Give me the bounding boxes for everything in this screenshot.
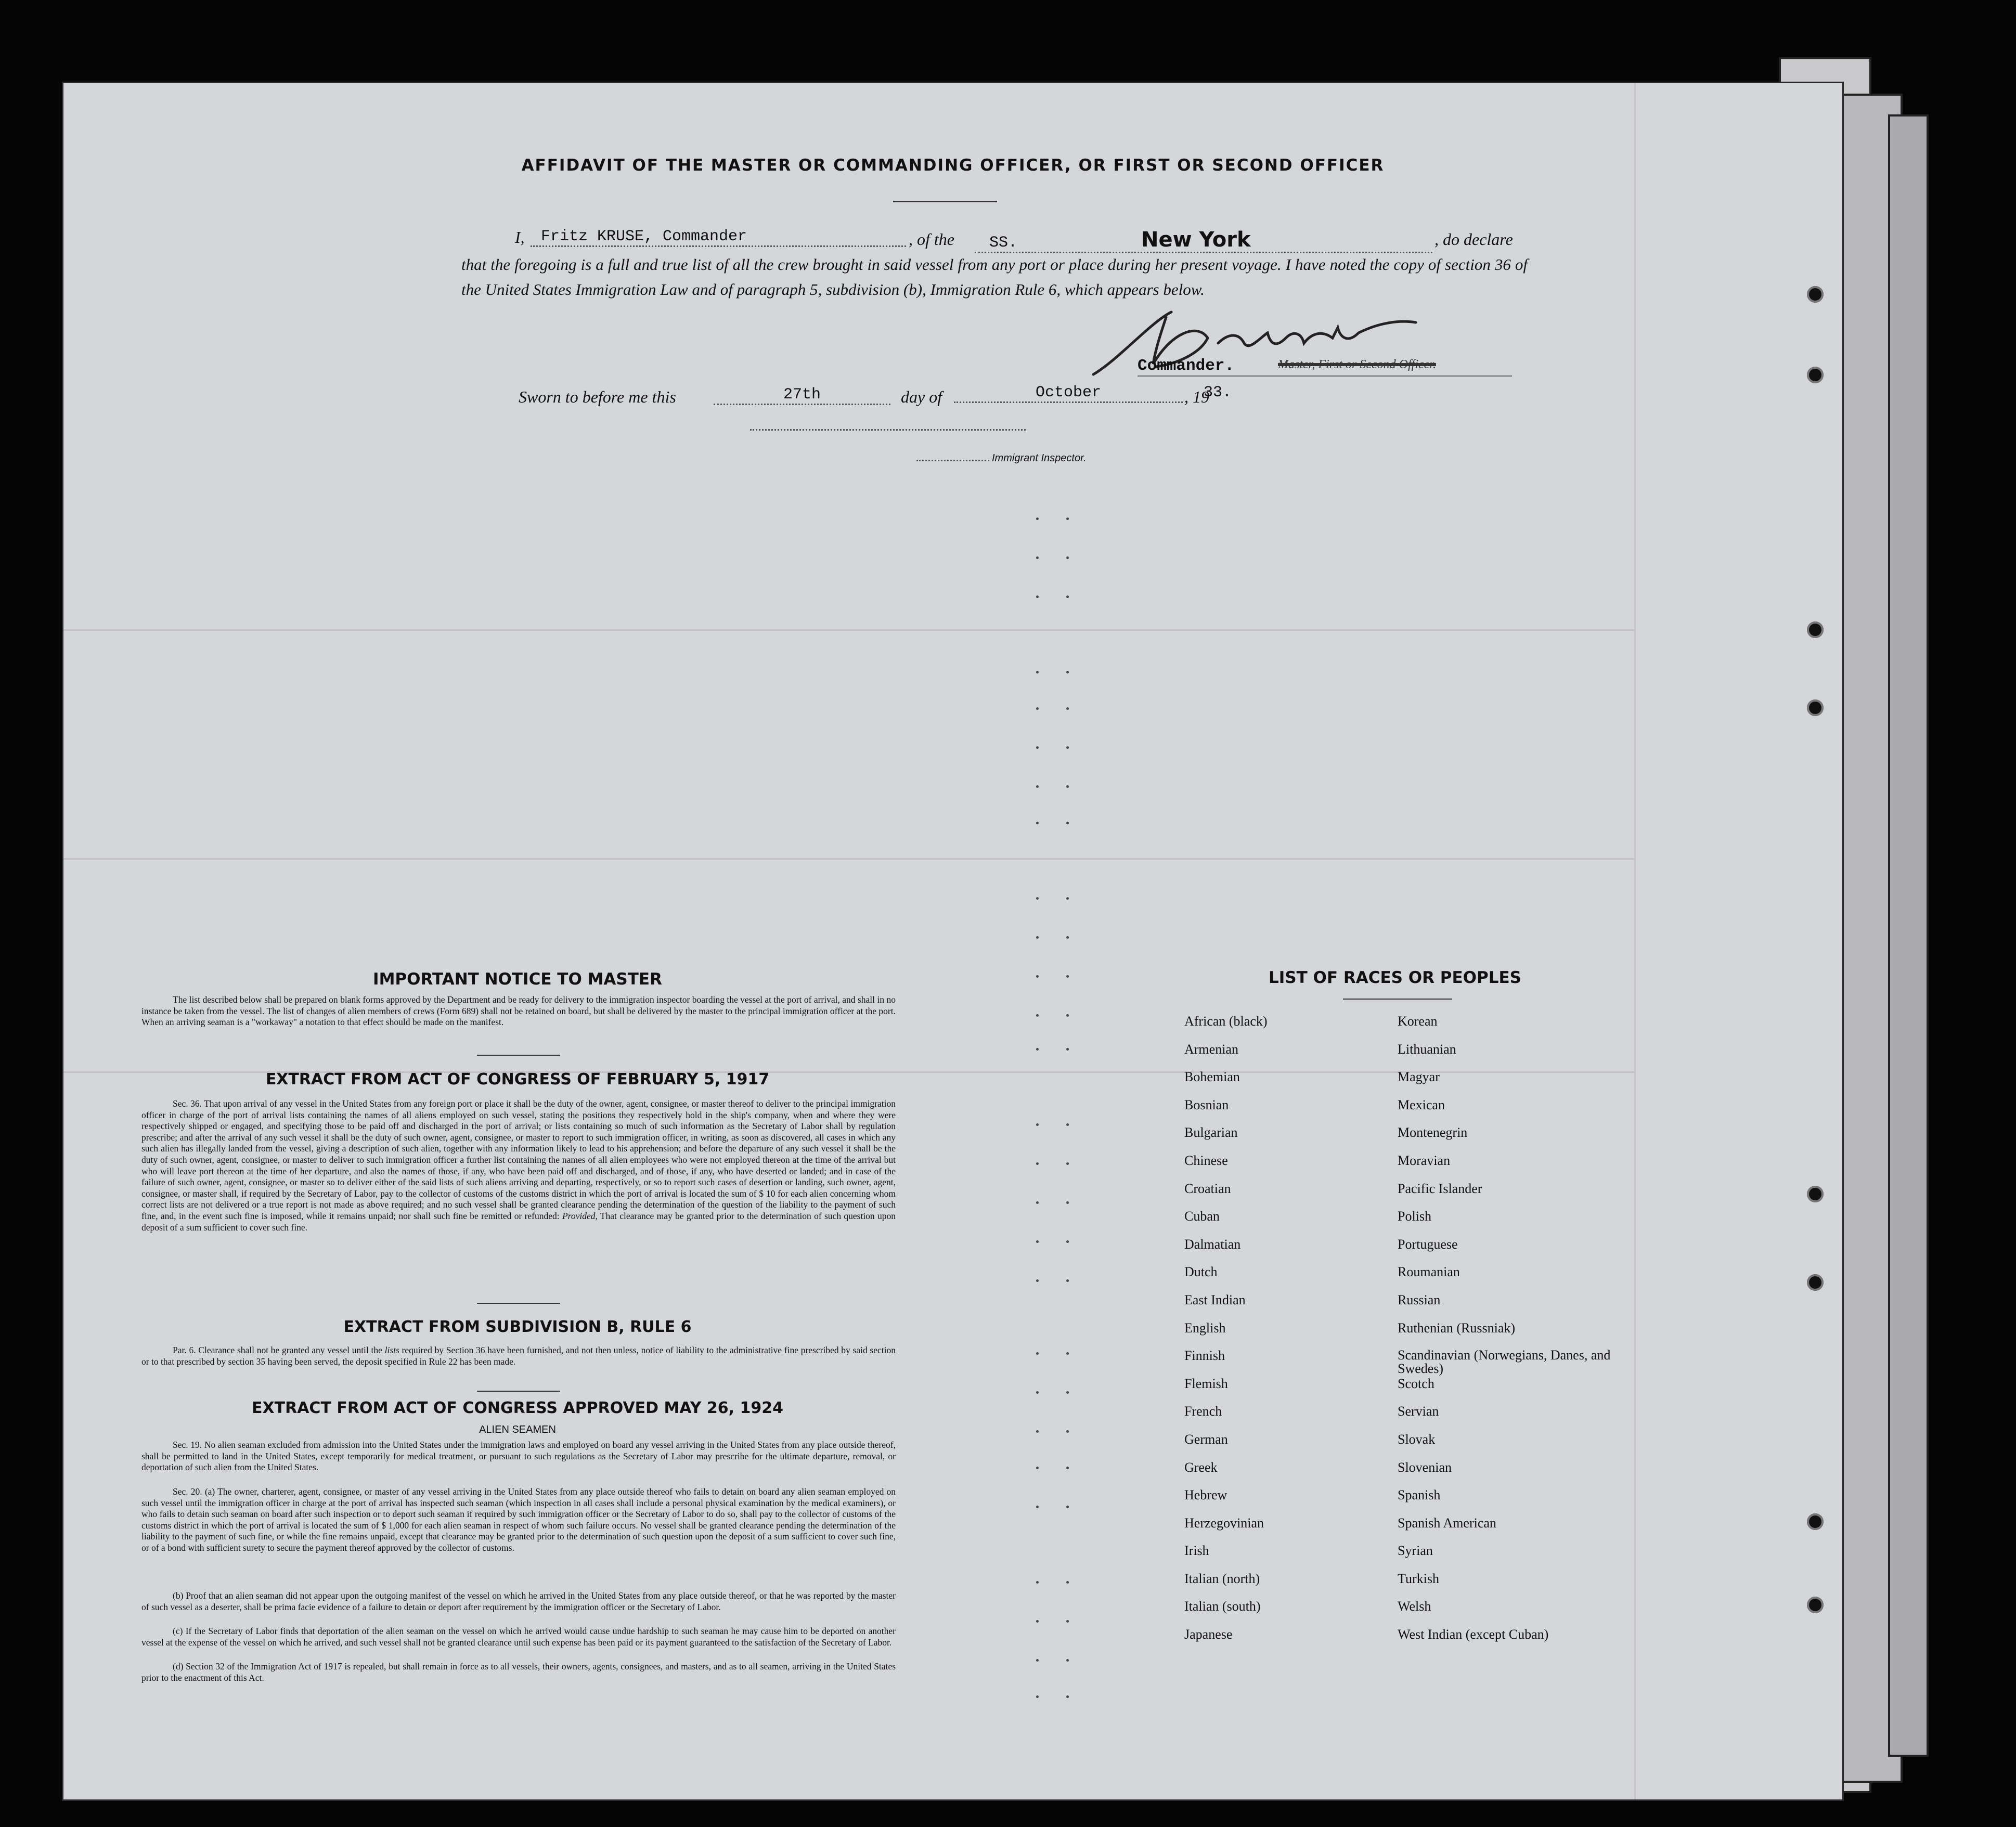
races-left-column bbox=[1184, 1014, 1382, 1655]
extract-1924-sec20b: (b) Proof that an alien seaman did not appear upon the outgoing manifest of the vessel on which he arrived in the United States from any place outside thereof, or that he was reported by the master of such vessel as a deserter, shall be prima facie evidence of a failure to detain or deport after requirement by the immigration officer or the Secretary of Labor. bbox=[141, 1590, 896, 1612]
race-item: German bbox=[1184, 1431, 1228, 1447]
ship-name: New York bbox=[1141, 228, 1251, 252]
races-title: LIST OF RACES OR PEOPLES bbox=[1268, 968, 1522, 987]
race-item: Dutch bbox=[1184, 1264, 1218, 1280]
race-item: Dalmatian bbox=[1184, 1236, 1241, 1252]
ruled-line bbox=[63, 858, 1634, 860]
race-item: Servian bbox=[1398, 1404, 1439, 1419]
inspector-signature-field bbox=[750, 424, 1026, 431]
race-item: Welsh bbox=[1398, 1599, 1431, 1614]
race-item: Bohemian bbox=[1184, 1069, 1240, 1085]
binder-hole-icon bbox=[1807, 367, 1824, 383]
race-item: Korean bbox=[1398, 1014, 1438, 1029]
race-item: Spanish bbox=[1398, 1487, 1441, 1503]
race-item: Bulgarian bbox=[1184, 1125, 1238, 1141]
race-item: Greek bbox=[1184, 1459, 1218, 1475]
document-page bbox=[63, 83, 1842, 1799]
race-item: Scotch bbox=[1398, 1376, 1435, 1391]
extract-rule6-text bbox=[141, 1345, 896, 1367]
divider bbox=[477, 1303, 560, 1304]
binder-hole-icon bbox=[1807, 1274, 1824, 1291]
race-item: Turkish bbox=[1398, 1571, 1439, 1586]
extract-1917-end: That clearance may be granted prior to the determination of such question upon deposit of a sum sufficient to cover such fine. bbox=[141, 1210, 896, 1233]
race-item: Ruthenian (Russniak) bbox=[1398, 1320, 1516, 1336]
race-item: African (black) bbox=[1184, 1014, 1268, 1029]
year-value: 33. bbox=[1204, 384, 1232, 401]
race-item: Portuguese bbox=[1398, 1236, 1458, 1252]
races-right-column bbox=[1398, 1014, 1626, 1655]
notice-title: IMPORTANT NOTICE TO MASTER bbox=[373, 970, 662, 989]
year-prefix: , 19 bbox=[1184, 387, 1209, 406]
race-item: Syrian bbox=[1398, 1543, 1433, 1559]
race-item: Chinese bbox=[1184, 1152, 1228, 1168]
race-item: Italian (north) bbox=[1184, 1571, 1260, 1586]
races-title-underline bbox=[1343, 999, 1452, 1000]
binder-hole-icon bbox=[1807, 699, 1824, 716]
signature-title: Commander. bbox=[1138, 357, 1235, 375]
extract-1917-title: EXTRACT FROM ACT OF CONGRESS OF FEBRUARY 5, 1917 bbox=[265, 1070, 770, 1089]
race-item: Bosnian bbox=[1184, 1097, 1229, 1112]
binder-hole-icon bbox=[1807, 621, 1824, 638]
race-item: Moravian bbox=[1398, 1152, 1451, 1168]
vessel-type-field bbox=[975, 228, 1432, 253]
race-item: Slovenian bbox=[1398, 1459, 1452, 1475]
race-item: Armenian bbox=[1184, 1041, 1238, 1057]
affidavit-body: that the foregoing is a full and true list of all the crew brought in said vessel from any port or place during her present voyage. I have noted the copy of section 36 of the United States Immigration Law and of paragraph 5, subdivision (b), Immigration Rule 6, which appears below. bbox=[461, 255, 1528, 299]
race-item: Montenegrin bbox=[1398, 1125, 1468, 1141]
sworn-day-field: 27th bbox=[714, 386, 890, 405]
sworn-month-field: October bbox=[954, 384, 1183, 403]
ruled-column bbox=[1634, 83, 1636, 1799]
binder-hole-icon bbox=[1807, 1186, 1824, 1202]
extract-rule6-title: EXTRACT FROM SUBDIVISION B, RULE 6 bbox=[343, 1318, 692, 1336]
extract-rule6-lists: lists bbox=[384, 1345, 399, 1355]
race-item: Roumanian bbox=[1398, 1264, 1460, 1280]
extract-1917-proviso: Provided, bbox=[562, 1210, 598, 1221]
signature-line bbox=[1138, 375, 1512, 377]
race-item: East Indian bbox=[1184, 1292, 1246, 1307]
divider bbox=[477, 1055, 560, 1056]
master-name-field: Fritz KRUSE, Commander bbox=[531, 228, 906, 247]
race-item: Japanese bbox=[1184, 1627, 1233, 1642]
race-item: Flemish bbox=[1184, 1376, 1228, 1391]
race-item: Mexican bbox=[1398, 1097, 1445, 1112]
extract-1924-subtitle: ALIEN SEAMEN bbox=[479, 1424, 556, 1435]
extract-1924-sec20a: Sec. 20. (a) The owner, charterer, agent, consignee, or master of any vessel arriving in the United States from any place outside thereof who fails to detain on board any alien seaman employed on such vessel until the immigration officer in charge at the port of arrival has inspected such seaman (which inspection in all cases shall include a personal physical examination by the medical examiners), or who fails to detain such seaman on board after such inspection or to deport such seaman if required by such immigration officer or the Secretary of Labor to do so, shall pay to the collector of customs of the customs district in which the port of arrival is located the sum of $ 1,000 for each alien seaman in respect of whom such failure occurs. No vessel shall be granted clearance pending the determination of the liability to the payment of such fine, or while the fine remains unpaid, except that clearance may be granted prior to the determination of such question upon the deposit of a sum sufficient to cover such fine, or of a bond with sufficient surety to secure the payment thereof approved by the collector of customs. bbox=[141, 1486, 896, 1553]
struck-title: Master, First or Second Officer. bbox=[1278, 358, 1436, 371]
race-item: West Indian (except Cuban) bbox=[1398, 1627, 1549, 1642]
extract-1924-title: EXTRACT FROM ACT OF CONGRESS APPROVED MAY 26, 1924 bbox=[252, 1399, 783, 1417]
race-item: Irish bbox=[1184, 1543, 1209, 1559]
ss-value: SS. bbox=[989, 234, 1018, 252]
race-item: Hebrew bbox=[1184, 1487, 1227, 1503]
affidavit-title: AFFIDAVIT OF THE MASTER OR COMMANDING OFFICER, OR FIRST OR SECOND OFFICER bbox=[521, 156, 1385, 175]
race-item: English bbox=[1184, 1320, 1226, 1336]
extract-1924-sec19: Sec. 19. No alien seaman excluded from admission into the United States under the immigration laws and employed on board any vessel arriving in the United States from any place outside thereof, shall be permitted to land in the United States, except temporarily for medical treatment, or pursuant to such regulations as the Secretary of Labor may prescribe for the ultimate departure, removal, or deportation of such alien from the United States. bbox=[141, 1440, 896, 1473]
binder-hole-icon bbox=[1807, 286, 1824, 303]
race-item: French bbox=[1184, 1404, 1222, 1419]
inspector-prefix-dots bbox=[916, 452, 989, 461]
race-item: Magyar bbox=[1398, 1069, 1440, 1085]
race-item: Finnish bbox=[1184, 1348, 1225, 1364]
binder-hole-icon bbox=[1807, 1513, 1824, 1530]
do-declare-label: , do declare bbox=[1435, 230, 1513, 249]
extract-1917-body: Sec. 36. That upon arrival of any vessel in the United States from any foreign port or place it shall be the duty of the owner, agent, consignee, or master thereof to deliver to the principal immigration officer in charge of the port of arrival lists containing the names of all aliens employed on such vessel, stating the positions they respectively hold in the ship's company, when and where they were respectively shipped or engaged, and specifying those to be paid off and discharged in the port of arrival; or lists containing so much of such information as the Secretary of Labor shall by regulation prescribe; and after the arrival of any such vessel it shall be the duty of such owner, agent, consignee, or master to report to such immigration officer, in writing, as soon as discovered, all cases in which any such alien has illegally landed from the vessel, giving a description of such alien, together with any information likely to lead to his apprehension; and before the departure of any such vessel it shall be the duty of such owner, agent, consignee, or master to deliver to such immigration officer a further list containing the names of all alien employees who were not employed thereon at the time of the arrival but who will leave port thereon at the time of her departure, and also the names of those, if any, who have been paid off and discharged, and of those, if any, who have deserted or landed; and in case of the failure of such owner, agent, consignee, or master so to deliver either of the said lists of such aliens arriving and departing, respectively, or so to report such cases of desertion or landing, such owner, agent, consignee, or master shall, if required by the Secretary of Labor, pay to the collector of customs of the customs district in which the port of arrival is located the sum of $ 10 for each alien concerning whom correct lists are not delivered or a true report is not made as above required; and no such vessel shall be granted clearance pending the determination of the question of the liability to the payment of such fine, and, in the event such fine is imposed, while it remains unpaid; nor shall such fine be remitted or refunded: bbox=[141, 1098, 896, 1221]
race-item: Slovak bbox=[1398, 1431, 1436, 1447]
binder-hole-icon bbox=[1807, 1597, 1824, 1613]
race-item: Cuban bbox=[1184, 1209, 1220, 1224]
inspector-label: Immigrant Inspector. bbox=[992, 452, 1087, 464]
extract-rule6-a: Par. 6. Clearance shall not be granted any vessel until the bbox=[173, 1345, 382, 1355]
race-item: Russian bbox=[1398, 1292, 1441, 1307]
affidavit-i-label: I, bbox=[515, 228, 525, 247]
notice-text: The list described below shall be prepared on blank forms approved by the Department and be ready for delivery to the immigration inspector boarding the vessel at the port of arrival, and shall in no instance be taken from the vessel. The list of changes of alien members of crews (Form 689) shall not be retained on board, but shall be delivered by the master to the principal immigration officer at the port. When an arriving seaman is a "workaway" a notation to that effect should be made on the manifest. bbox=[141, 994, 896, 1028]
race-item: Scandinavian (Norwegians, Danes, and Swedes) bbox=[1398, 1347, 1611, 1377]
title-underline bbox=[893, 201, 997, 202]
race-item: Herzegovinian bbox=[1184, 1515, 1264, 1531]
sworn-label: Sworn to before me this bbox=[519, 387, 676, 406]
extract-1924-sec20d: (d) Section 32 of the Immigration Act of 1917 is repealed, but shall remain in force as to all vessels, their owners, agents, consignees, and masters, and as to all seamen, arriving in the United States prior to the enactment of this Act. bbox=[141, 1661, 896, 1683]
extract-1924-sec20c: (c) If the Secretary of Labor finds that deportation of the alien seaman on the vessel on which he arrived would cause undue hardship to such seaman he may cause him to be deported on another vessel at the expense of the vessel on which he arrived, and such vessel shall not be granted clearance until such expense has been paid or its payment guaranteed to the satisfaction of the Secretary of Labor. bbox=[141, 1626, 896, 1648]
back-sheet-3 bbox=[1888, 114, 1929, 1757]
of-the-label: , of the bbox=[909, 230, 954, 249]
extract-rule6-b: required by Section 36 have been furnished, and not then unless, notice of liability to the administrative fine prescribed by said section or to that prescribed by section 35 having been served, the deposit specified in Rule 22 has been made. bbox=[141, 1345, 896, 1367]
race-item: Polish bbox=[1398, 1209, 1432, 1224]
race-item: Italian (south) bbox=[1184, 1599, 1261, 1614]
race-item: Spanish American bbox=[1398, 1515, 1496, 1531]
race-item: Pacific Islander bbox=[1398, 1181, 1482, 1196]
extract-1917-text bbox=[141, 1098, 896, 1233]
day-of-label: day of bbox=[901, 387, 942, 406]
divider bbox=[477, 1391, 560, 1392]
ruled-line bbox=[63, 629, 1634, 631]
race-item: Lithuanian bbox=[1398, 1041, 1456, 1057]
race-item: Croatian bbox=[1184, 1181, 1231, 1196]
